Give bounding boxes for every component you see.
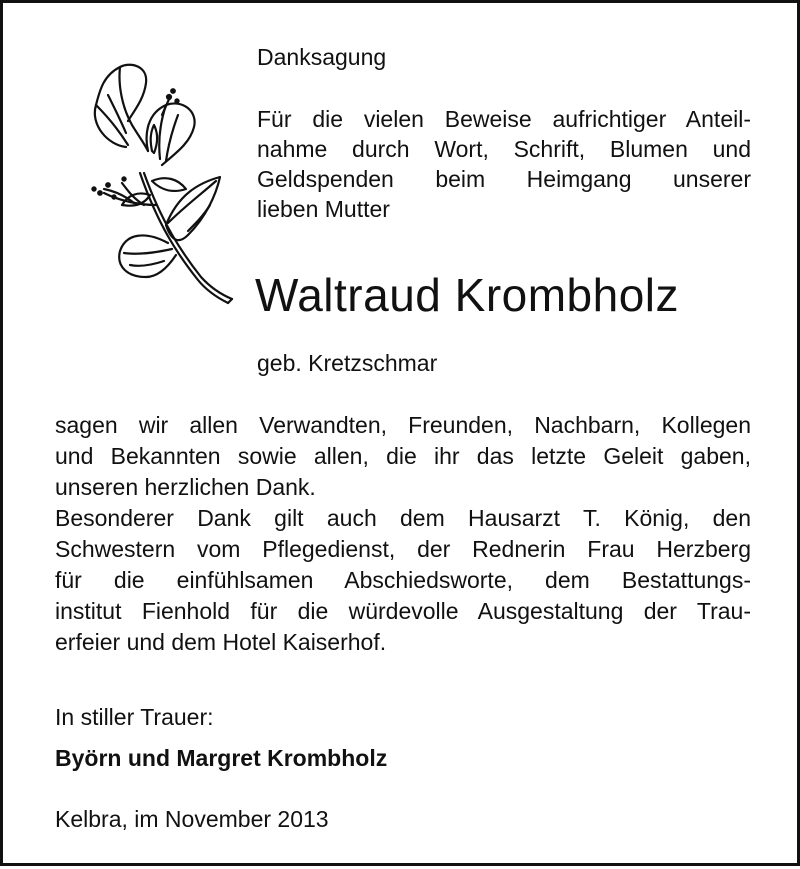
intro-line: nahme durch Wort, Schrift, Blumen und	[257, 136, 751, 162]
body-line: Besonderer Dank gilt auch dem Hausarzt T. König, den	[55, 505, 751, 531]
signers-names: Byörn und Margret Krombholz	[55, 745, 388, 771]
intro-line: lieben Mutter	[257, 196, 390, 222]
body-line: unseren herzlichen Dank.	[55, 474, 316, 500]
deceased-name: Waltraud Krombholz	[255, 269, 680, 321]
mourning-line: In stiller Trauer:	[55, 704, 214, 730]
body-line: institut Fienhold für die würdevolle Ausgestaltung der Trau-	[55, 598, 751, 624]
body-line: Schwestern vom Pflegedienst, der Rednerin Frau Herzberg	[55, 536, 751, 562]
body-line: erfeier und dem Hotel Kaiserhof.	[55, 629, 387, 655]
thanks-paragraph	[55, 410, 751, 658]
calla-lily-flower-icon	[48, 55, 253, 310]
intro-line: Geldspenden beim Heimgang unserer	[257, 166, 751, 192]
body-line: für die einfühlsamen Abschiedsworte, dem Bestattungs-	[55, 567, 751, 593]
body-line: und Bekannten sowie allen, die ihr das letzte Geleit gaben,	[55, 443, 751, 469]
place-and-date: Kelbra, im November 2013	[55, 806, 329, 832]
intro-line: Für die vielen Beweise aufrichtiger Anteil-	[257, 106, 751, 132]
body-line: sagen wir allen Verwandten, Freunden, Nachbarn, Kollegen	[55, 412, 751, 438]
intro-paragraph	[257, 104, 751, 224]
birth-name: geb. Kretzschmar	[257, 350, 438, 376]
notice-heading: Danksagung	[257, 44, 387, 70]
